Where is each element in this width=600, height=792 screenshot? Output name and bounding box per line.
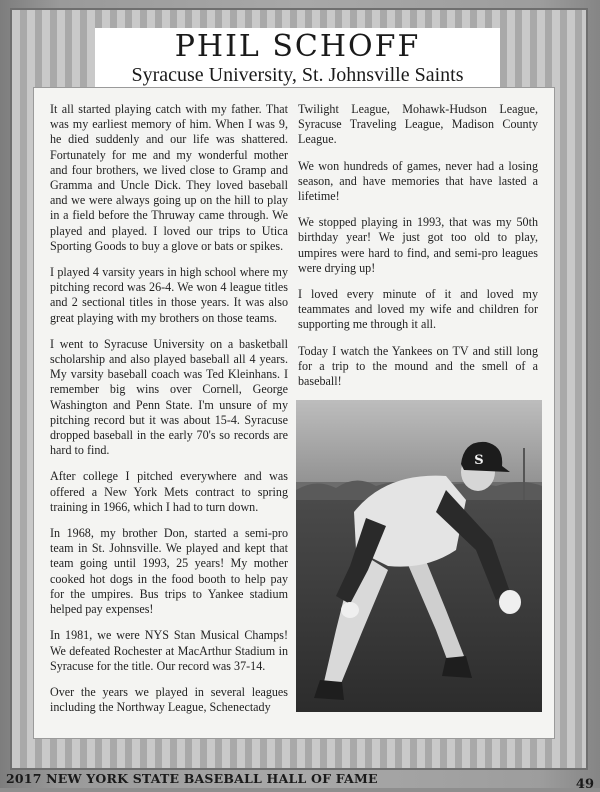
paragraph: We won hundreds of games, never had a losing season, and have memories that have lasted a lifetime! — [298, 158, 538, 204]
paragraph: I played 4 varsity years in high school where my pitching record was 26-4. We won 4 league titles and 2 sectional titles in those years. It was also great playing with my brothers on those teams. — [50, 265, 288, 325]
paragraph: Today I watch the Yankees on TV and still long for a trip to the mound and the smell of a baseball! — [298, 343, 538, 389]
paragraph: Over the years we played in several leagues including the Northway League, Schenectady — [50, 684, 288, 715]
cap-letter: S — [474, 453, 484, 468]
paragraph: I went to Syracuse University on a basketball scholarship and also played baseball all 4 years. My varsity baseball coach was Ted Kleinhans. I remember big wins over Cornell, George Washington and Penn State. I'm unsure of my pitching record but it was about 15-4. Syracuse dropped baseball in the early 70's so records are hard to find. — [50, 336, 288, 458]
page-subtitle: Syracuse University, St. Johnsville Saints — [131, 64, 464, 86]
footer-title: 2017 NEW YORK STATE BASEBALL HALL OF FAME — [6, 771, 378, 786]
paragraph: After college I pitched everywhere and was offered a New York Mets contract to spring training in 1966, which I had to turn down. — [50, 469, 288, 514]
article-panel — [34, 88, 554, 738]
paragraph: In 1981, we were NYS Stan Musical Champs! We defeated Rochester at MacArthur Stadium in Syracuse for the title. Our record was 37-14. — [50, 628, 288, 673]
baseball-player-illustration — [296, 400, 542, 712]
paragraph: We stopped playing in 1993, that was my 50th birthday year! We just got too old to play, umpires were hard to find, and semi-pro leagues were drying up! — [298, 215, 538, 275]
player-photo — [296, 400, 542, 712]
paragraph: It all started playing catch with my father. That was my earliest memory of him. When I was 9, he died suddenly and our life was shattered. Fortunately for me and my wonderful mother and four brothers, we lived close to Gramp and Gramma and Uncle Dick. They loved baseball and we were always going up on the hill to play in a field before the Thruway came through. We played and played. I loved our trips to Utica Sporting Goods to buy a glove or bats or spikes. — [50, 102, 288, 253]
page-title: PHIL SCHOFF — [174, 29, 421, 64]
paragraph: Twilight League, Mohawk-Hudson League, Syracuse Traveling League, Madison County League. — [298, 102, 538, 147]
page-number: 49 — [575, 777, 594, 792]
title-block — [95, 28, 500, 88]
paragraph: I loved every minute of it and loved my teammates and loved my wife and children for supporting me through it all. — [298, 287, 538, 332]
left-column — [50, 102, 288, 726]
paragraph: In 1968, my brother Don, started a semi-pro team in St. Johnsville. We played and kept that team going until 1993, 25 years! My mother cooked hot dogs in the food booth to help pay for the umpires. Bus trips to Yankee stadium helped pay expenses! — [50, 526, 288, 617]
right-column — [298, 102, 538, 400]
